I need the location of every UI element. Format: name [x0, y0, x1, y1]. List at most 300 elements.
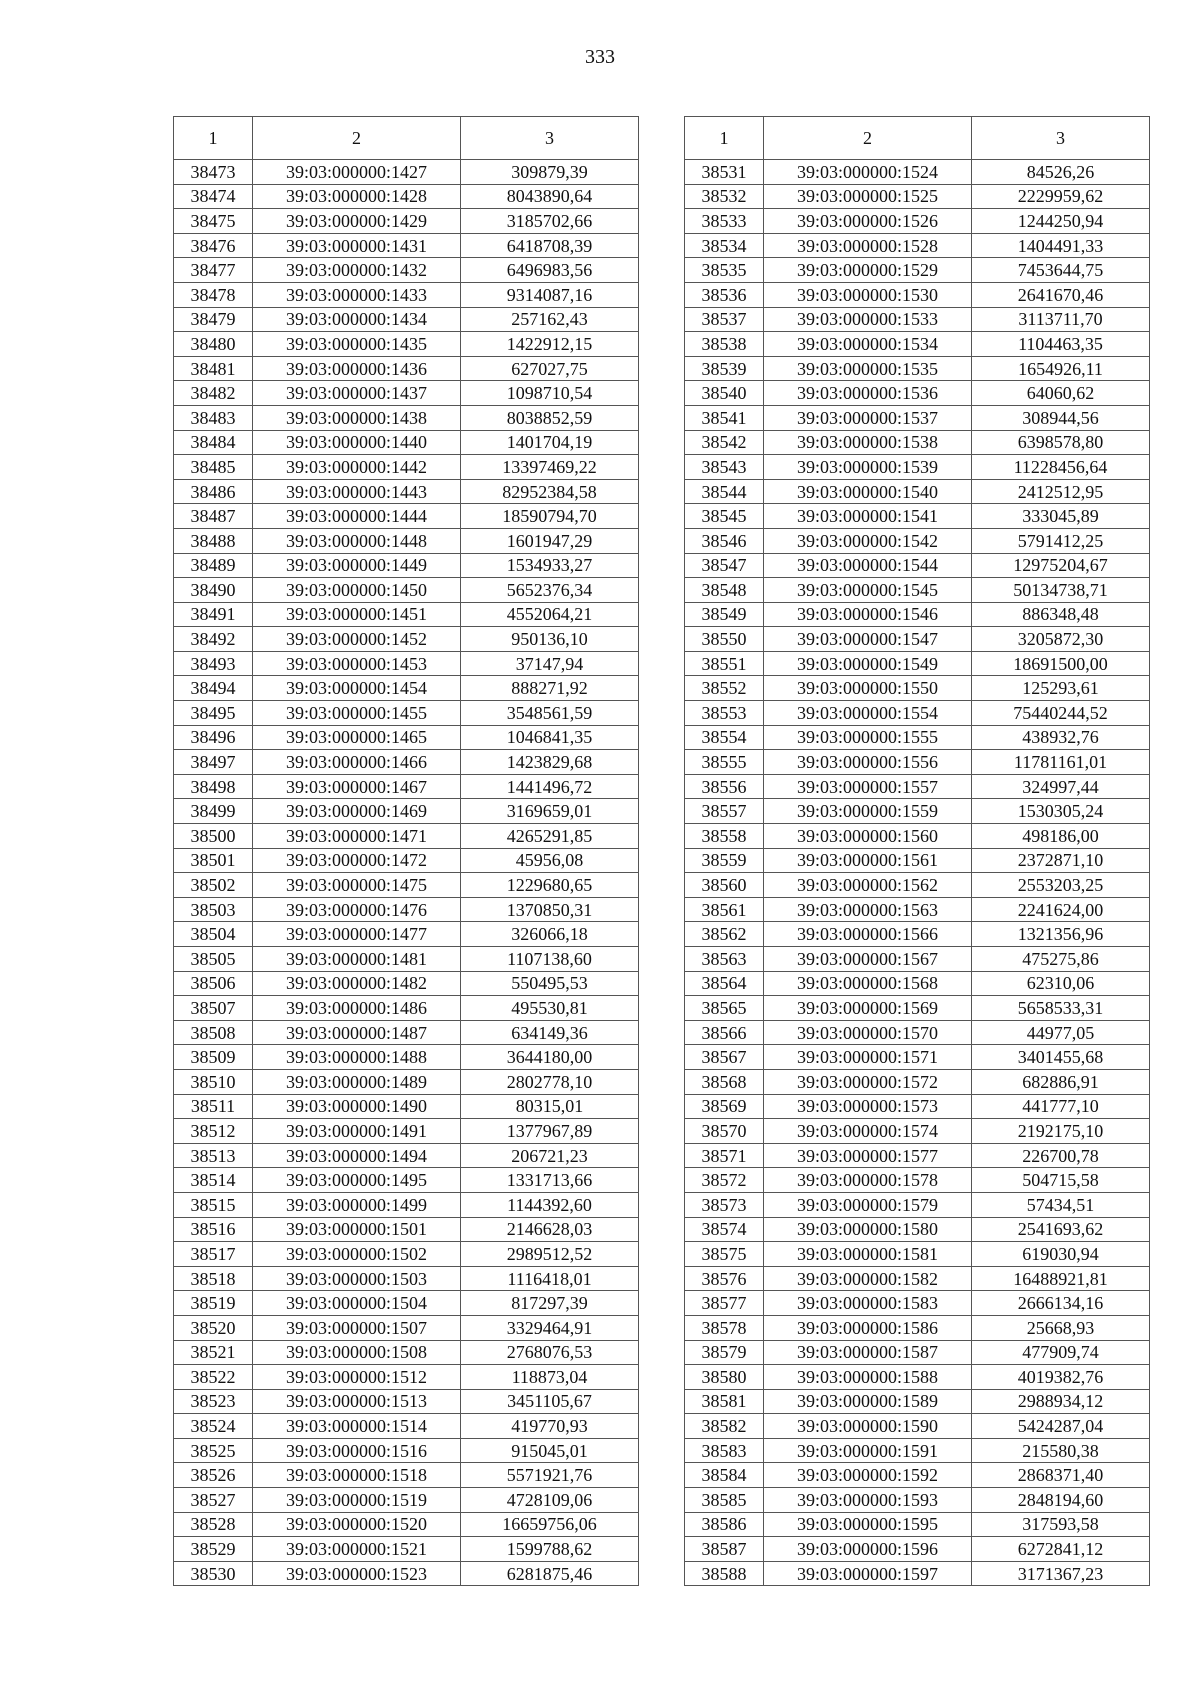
row-number-cell: 38475 [174, 209, 253, 234]
table-row [174, 209, 639, 234]
table-row [685, 602, 1150, 627]
value-cell: 5571921,76 [461, 1463, 639, 1488]
cadastral-number-cell: 39:03:000000:1563 [764, 897, 972, 922]
table-row [174, 1020, 639, 1045]
cadastral-number-cell: 39:03:000000:1523 [253, 1561, 461, 1586]
cadastral-number-cell: 39:03:000000:1433 [253, 282, 461, 307]
table-row [685, 307, 1150, 332]
row-number-cell: 38564 [685, 971, 764, 996]
row-number-cell: 38478 [174, 282, 253, 307]
value-cell: 57434,51 [972, 1192, 1150, 1217]
table-row [174, 307, 639, 332]
value-cell: 1530305,24 [972, 799, 1150, 824]
table-row [685, 1143, 1150, 1168]
cadastral-number-cell: 39:03:000000:1454 [253, 676, 461, 701]
row-number-cell: 38556 [685, 774, 764, 799]
table-row [685, 1414, 1150, 1439]
table-row [174, 996, 639, 1021]
cadastral-number-cell: 39:03:000000:1596 [764, 1537, 972, 1562]
row-number-cell: 38533 [685, 209, 764, 234]
value-cell: 619030,94 [972, 1242, 1150, 1267]
value-cell: 13397469,22 [461, 455, 639, 480]
table-row [685, 1217, 1150, 1242]
cadastral-number-cell: 39:03:000000:1502 [253, 1242, 461, 1267]
value-cell: 2868371,40 [972, 1463, 1150, 1488]
row-number-cell: 38579 [685, 1340, 764, 1365]
cadastral-number-cell: 39:03:000000:1541 [764, 504, 972, 529]
table-row [174, 701, 639, 726]
table-row [685, 578, 1150, 603]
row-number-cell: 38538 [685, 332, 764, 357]
value-cell: 118873,04 [461, 1365, 639, 1390]
table-row [174, 651, 639, 676]
cadastral-number-cell: 39:03:000000:1455 [253, 701, 461, 726]
table-row [174, 1463, 639, 1488]
value-cell: 1534933,27 [461, 553, 639, 578]
value-cell: 37147,94 [461, 651, 639, 676]
table-row [174, 1340, 639, 1365]
table-row [685, 405, 1150, 430]
row-number-cell: 38519 [174, 1291, 253, 1316]
row-number-cell: 38561 [685, 897, 764, 922]
value-cell: 1601947,29 [461, 528, 639, 553]
table-row [685, 1045, 1150, 1070]
value-cell: 3401455,68 [972, 1045, 1150, 1070]
table-row [174, 971, 639, 996]
value-cell: 317593,58 [972, 1512, 1150, 1537]
value-cell: 2848194,60 [972, 1488, 1150, 1513]
row-number-cell: 38516 [174, 1217, 253, 1242]
value-cell: 1144392,60 [461, 1192, 639, 1217]
header-col-2: 2 [764, 117, 972, 160]
row-number-cell: 38577 [685, 1291, 764, 1316]
row-number-cell: 38527 [174, 1488, 253, 1513]
table-row [685, 455, 1150, 480]
cadastral-number-cell: 39:03:000000:1429 [253, 209, 461, 234]
value-cell: 62310,06 [972, 971, 1150, 996]
cadastral-number-cell: 39:03:000000:1529 [764, 258, 972, 283]
table-row [174, 1315, 639, 1340]
row-number-cell: 38540 [685, 381, 764, 406]
value-cell: 1423829,68 [461, 750, 639, 775]
value-cell: 82952384,58 [461, 479, 639, 504]
cadastral-number-cell: 39:03:000000:1450 [253, 578, 461, 603]
cadastral-number-cell: 39:03:000000:1587 [764, 1340, 972, 1365]
table-row [685, 332, 1150, 357]
value-cell: 3548561,59 [461, 701, 639, 726]
cadastral-number-cell: 39:03:000000:1437 [253, 381, 461, 406]
row-number-cell: 38546 [685, 528, 764, 553]
table-row [174, 1414, 639, 1439]
table-row [685, 1315, 1150, 1340]
table-row [174, 897, 639, 922]
cadastral-number-cell: 39:03:000000:1588 [764, 1365, 972, 1390]
table-row [685, 479, 1150, 504]
table-row [685, 1069, 1150, 1094]
value-cell: 1104463,35 [972, 332, 1150, 357]
cadastral-number-cell: 39:03:000000:1547 [764, 627, 972, 652]
cadastral-number-cell: 39:03:000000:1589 [764, 1389, 972, 1414]
table-row [174, 1537, 639, 1562]
table-row [174, 405, 639, 430]
cadastral-number-cell: 39:03:000000:1561 [764, 848, 972, 873]
table-row [174, 479, 639, 504]
left-table [173, 116, 639, 1586]
table-row [174, 848, 639, 873]
row-number-cell: 38474 [174, 184, 253, 209]
value-cell: 498186,00 [972, 824, 1150, 849]
table-row [174, 1168, 639, 1193]
table-row [685, 848, 1150, 873]
row-number-cell: 38541 [685, 405, 764, 430]
cadastral-number-cell: 39:03:000000:1448 [253, 528, 461, 553]
header-col-2: 2 [253, 117, 461, 160]
value-cell: 1229680,65 [461, 873, 639, 898]
value-cell: 886348,48 [972, 602, 1150, 627]
value-cell: 1321356,96 [972, 922, 1150, 947]
table-row [685, 701, 1150, 726]
value-cell: 326066,18 [461, 922, 639, 947]
row-number-cell: 38576 [685, 1266, 764, 1291]
table-row [685, 1438, 1150, 1463]
table-row [685, 430, 1150, 455]
cadastral-number-cell: 39:03:000000:1586 [764, 1315, 972, 1340]
value-cell: 16659756,06 [461, 1512, 639, 1537]
cadastral-number-cell: 39:03:000000:1566 [764, 922, 972, 947]
cadastral-number-cell: 39:03:000000:1466 [253, 750, 461, 775]
row-number-cell: 38572 [685, 1168, 764, 1193]
table-row [174, 1438, 639, 1463]
cadastral-number-cell: 39:03:000000:1486 [253, 996, 461, 1021]
table-row [685, 184, 1150, 209]
table-row [174, 627, 639, 652]
cadastral-number-cell: 39:03:000000:1574 [764, 1119, 972, 1144]
row-number-cell: 38545 [685, 504, 764, 529]
table-row [685, 750, 1150, 775]
row-number-cell: 38522 [174, 1365, 253, 1390]
row-number-cell: 38588 [685, 1561, 764, 1586]
row-number-cell: 38515 [174, 1192, 253, 1217]
row-number-cell: 38560 [685, 873, 764, 898]
cadastral-number-cell: 39:03:000000:1556 [764, 750, 972, 775]
cadastral-number-cell: 39:03:000000:1438 [253, 405, 461, 430]
row-number-cell: 38510 [174, 1069, 253, 1094]
value-cell: 1401704,19 [461, 430, 639, 455]
table-row [685, 1119, 1150, 1144]
cadastral-number-cell: 39:03:000000:1540 [764, 479, 972, 504]
table-row [685, 676, 1150, 701]
row-number-cell: 38483 [174, 405, 253, 430]
cadastral-number-cell: 39:03:000000:1490 [253, 1094, 461, 1119]
row-number-cell: 38504 [174, 922, 253, 947]
row-number-cell: 38563 [685, 947, 764, 972]
cadastral-number-cell: 39:03:000000:1535 [764, 356, 972, 381]
value-cell: 324997,44 [972, 774, 1150, 799]
row-number-cell: 38550 [685, 627, 764, 652]
row-number-cell: 38499 [174, 799, 253, 824]
cadastral-number-cell: 39:03:000000:1449 [253, 553, 461, 578]
cadastral-number-cell: 39:03:000000:1549 [764, 651, 972, 676]
row-number-cell: 38571 [685, 1143, 764, 1168]
table-row [174, 1217, 639, 1242]
value-cell: 550495,53 [461, 971, 639, 996]
table-row [685, 504, 1150, 529]
row-number-cell: 38476 [174, 233, 253, 258]
cadastral-number-cell: 39:03:000000:1467 [253, 774, 461, 799]
value-cell: 1331713,66 [461, 1168, 639, 1193]
value-cell: 333045,89 [972, 504, 1150, 529]
cadastral-number-cell: 39:03:000000:1593 [764, 1488, 972, 1513]
row-number-cell: 38518 [174, 1266, 253, 1291]
value-cell: 1098710,54 [461, 381, 639, 406]
value-cell: 3644180,00 [461, 1045, 639, 1070]
value-cell: 84526,26 [972, 160, 1150, 185]
table-row [685, 381, 1150, 406]
table-row [174, 1365, 639, 1390]
cadastral-number-cell: 39:03:000000:1495 [253, 1168, 461, 1193]
table-row [174, 1069, 639, 1094]
row-number-cell: 38573 [685, 1192, 764, 1217]
cadastral-number-cell: 39:03:000000:1595 [764, 1512, 972, 1537]
cadastral-number-cell: 39:03:000000:1583 [764, 1291, 972, 1316]
cadastral-number-cell: 39:03:000000:1476 [253, 897, 461, 922]
row-number-cell: 38480 [174, 332, 253, 357]
row-number-cell: 38562 [685, 922, 764, 947]
value-cell: 627027,75 [461, 356, 639, 381]
value-cell: 3451105,67 [461, 1389, 639, 1414]
table-row [174, 381, 639, 406]
cadastral-number-cell: 39:03:000000:1538 [764, 430, 972, 455]
cadastral-number-cell: 39:03:000000:1451 [253, 602, 461, 627]
row-number-cell: 38525 [174, 1438, 253, 1463]
value-cell: 3169659,01 [461, 799, 639, 824]
value-cell: 5652376,34 [461, 578, 639, 603]
row-number-cell: 38503 [174, 897, 253, 922]
row-number-cell: 38532 [685, 184, 764, 209]
cadastral-number-cell: 39:03:000000:1507 [253, 1315, 461, 1340]
table-row [174, 1266, 639, 1291]
row-number-cell: 38549 [685, 602, 764, 627]
table-row [685, 1192, 1150, 1217]
value-cell: 6496983,56 [461, 258, 639, 283]
table-row [685, 873, 1150, 898]
cadastral-number-cell: 39:03:000000:1571 [764, 1045, 972, 1070]
row-number-cell: 38501 [174, 848, 253, 873]
cadastral-number-cell: 39:03:000000:1544 [764, 553, 972, 578]
row-number-cell: 38557 [685, 799, 764, 824]
table-row [685, 528, 1150, 553]
value-cell: 6418708,39 [461, 233, 639, 258]
value-cell: 50134738,71 [972, 578, 1150, 603]
row-number-cell: 38477 [174, 258, 253, 283]
row-number-cell: 38554 [685, 725, 764, 750]
row-number-cell: 38584 [685, 1463, 764, 1488]
row-number-cell: 38487 [174, 504, 253, 529]
cadastral-number-cell: 39:03:000000:1434 [253, 307, 461, 332]
cadastral-number-cell: 39:03:000000:1465 [253, 725, 461, 750]
value-cell: 438932,76 [972, 725, 1150, 750]
value-cell: 504715,58 [972, 1168, 1150, 1193]
row-number-cell: 38534 [685, 233, 764, 258]
table-row [685, 1020, 1150, 1045]
row-number-cell: 38526 [174, 1463, 253, 1488]
cadastral-number-cell: 39:03:000000:1526 [764, 209, 972, 234]
row-number-cell: 38537 [685, 307, 764, 332]
value-cell: 2553203,25 [972, 873, 1150, 898]
cadastral-number-cell: 39:03:000000:1546 [764, 602, 972, 627]
table-row [174, 1242, 639, 1267]
value-cell: 1370850,31 [461, 897, 639, 922]
table-row [685, 897, 1150, 922]
cadastral-number-cell: 39:03:000000:1469 [253, 799, 461, 824]
cadastral-number-cell: 39:03:000000:1582 [764, 1266, 972, 1291]
table-row [174, 1389, 639, 1414]
row-number-cell: 38574 [685, 1217, 764, 1242]
value-cell: 817297,39 [461, 1291, 639, 1316]
row-number-cell: 38509 [174, 1045, 253, 1070]
right-table-header-row [685, 117, 1150, 160]
row-number-cell: 38568 [685, 1069, 764, 1094]
table-row [685, 774, 1150, 799]
table-row [174, 1045, 639, 1070]
table-row [685, 1537, 1150, 1562]
cadastral-number-cell: 39:03:000000:1489 [253, 1069, 461, 1094]
table-row [174, 430, 639, 455]
row-number-cell: 38514 [174, 1168, 253, 1193]
table-row [174, 947, 639, 972]
value-cell: 2989512,52 [461, 1242, 639, 1267]
cadastral-number-cell: 39:03:000000:1557 [764, 774, 972, 799]
value-cell: 44977,05 [972, 1020, 1150, 1045]
cadastral-number-cell: 39:03:000000:1550 [764, 676, 972, 701]
header-col-3: 3 [972, 117, 1150, 160]
cadastral-number-cell: 39:03:000000:1471 [253, 824, 461, 849]
page-number: 333 [585, 46, 615, 68]
row-number-cell: 38544 [685, 479, 764, 504]
value-cell: 2641670,46 [972, 282, 1150, 307]
value-cell: 25668,93 [972, 1315, 1150, 1340]
cadastral-number-cell: 39:03:000000:1520 [253, 1512, 461, 1537]
cadastral-number-cell: 39:03:000000:1432 [253, 258, 461, 283]
cadastral-number-cell: 39:03:000000:1569 [764, 996, 972, 1021]
table-row [174, 332, 639, 357]
row-number-cell: 38493 [174, 651, 253, 676]
cadastral-number-cell: 39:03:000000:1562 [764, 873, 972, 898]
row-number-cell: 38578 [685, 1315, 764, 1340]
value-cell: 2192175,10 [972, 1119, 1150, 1144]
cadastral-number-cell: 39:03:000000:1560 [764, 824, 972, 849]
value-cell: 634149,36 [461, 1020, 639, 1045]
table-row [685, 947, 1150, 972]
table-row [174, 356, 639, 381]
row-number-cell: 38485 [174, 455, 253, 480]
value-cell: 2802778,10 [461, 1069, 639, 1094]
value-cell: 12975204,67 [972, 553, 1150, 578]
cadastral-number-cell: 39:03:000000:1559 [764, 799, 972, 824]
row-number-cell: 38566 [685, 1020, 764, 1045]
row-number-cell: 38511 [174, 1094, 253, 1119]
value-cell: 11781161,01 [972, 750, 1150, 775]
table-row [685, 725, 1150, 750]
row-number-cell: 38536 [685, 282, 764, 307]
row-number-cell: 38521 [174, 1340, 253, 1365]
table-row [685, 1242, 1150, 1267]
table-row [685, 996, 1150, 1021]
value-cell: 18590794,70 [461, 504, 639, 529]
table-row [174, 504, 639, 529]
row-number-cell: 38481 [174, 356, 253, 381]
table-row [174, 774, 639, 799]
cadastral-number-cell: 39:03:000000:1453 [253, 651, 461, 676]
value-cell: 4728109,06 [461, 1488, 639, 1513]
table-row [174, 282, 639, 307]
table-row [685, 651, 1150, 676]
cadastral-number-cell: 39:03:000000:1503 [253, 1266, 461, 1291]
row-number-cell: 38583 [685, 1438, 764, 1463]
row-number-cell: 38479 [174, 307, 253, 332]
value-cell: 75440244,52 [972, 701, 1150, 726]
cadastral-number-cell: 39:03:000000:1533 [764, 307, 972, 332]
value-cell: 1046841,35 [461, 725, 639, 750]
cadastral-number-cell: 39:03:000000:1580 [764, 1217, 972, 1242]
row-number-cell: 38505 [174, 947, 253, 972]
table-row [685, 1340, 1150, 1365]
value-cell: 80315,01 [461, 1094, 639, 1119]
cadastral-number-cell: 39:03:000000:1494 [253, 1143, 461, 1168]
table-row [174, 1094, 639, 1119]
value-cell: 441777,10 [972, 1094, 1150, 1119]
cadastral-number-cell: 39:03:000000:1444 [253, 504, 461, 529]
cadastral-number-cell: 39:03:000000:1539 [764, 455, 972, 480]
table-row [174, 184, 639, 209]
table-row [685, 799, 1150, 824]
cadastral-number-cell: 39:03:000000:1435 [253, 332, 461, 357]
cadastral-number-cell: 39:03:000000:1472 [253, 848, 461, 873]
row-number-cell: 38506 [174, 971, 253, 996]
value-cell: 682886,91 [972, 1069, 1150, 1094]
cadastral-number-cell: 39:03:000000:1591 [764, 1438, 972, 1463]
cadastral-number-cell: 39:03:000000:1536 [764, 381, 972, 406]
row-number-cell: 38529 [174, 1537, 253, 1562]
value-cell: 1107138,60 [461, 947, 639, 972]
cadastral-number-cell: 39:03:000000:1491 [253, 1119, 461, 1144]
value-cell: 2229959,62 [972, 184, 1150, 209]
value-cell: 308944,56 [972, 405, 1150, 430]
row-number-cell: 38508 [174, 1020, 253, 1045]
value-cell: 3185702,66 [461, 209, 639, 234]
left-table-body [174, 160, 639, 1586]
cadastral-number-cell: 39:03:000000:1428 [253, 184, 461, 209]
row-number-cell: 38520 [174, 1315, 253, 1340]
row-number-cell: 38495 [174, 701, 253, 726]
table-row [174, 1488, 639, 1513]
table-row [685, 627, 1150, 652]
cadastral-number-cell: 39:03:000000:1524 [764, 160, 972, 185]
table-row [685, 282, 1150, 307]
cadastral-number-cell: 39:03:000000:1442 [253, 455, 461, 480]
cadastral-number-cell: 39:03:000000:1578 [764, 1168, 972, 1193]
table-row [174, 553, 639, 578]
cadastral-number-cell: 39:03:000000:1537 [764, 405, 972, 430]
cadastral-number-cell: 39:03:000000:1568 [764, 971, 972, 996]
value-cell: 7453644,75 [972, 258, 1150, 283]
value-cell: 1404491,33 [972, 233, 1150, 258]
table-row [685, 1266, 1150, 1291]
cadastral-number-cell: 39:03:000000:1567 [764, 947, 972, 972]
table-row [174, 233, 639, 258]
row-number-cell: 38524 [174, 1414, 253, 1439]
row-number-cell: 38552 [685, 676, 764, 701]
